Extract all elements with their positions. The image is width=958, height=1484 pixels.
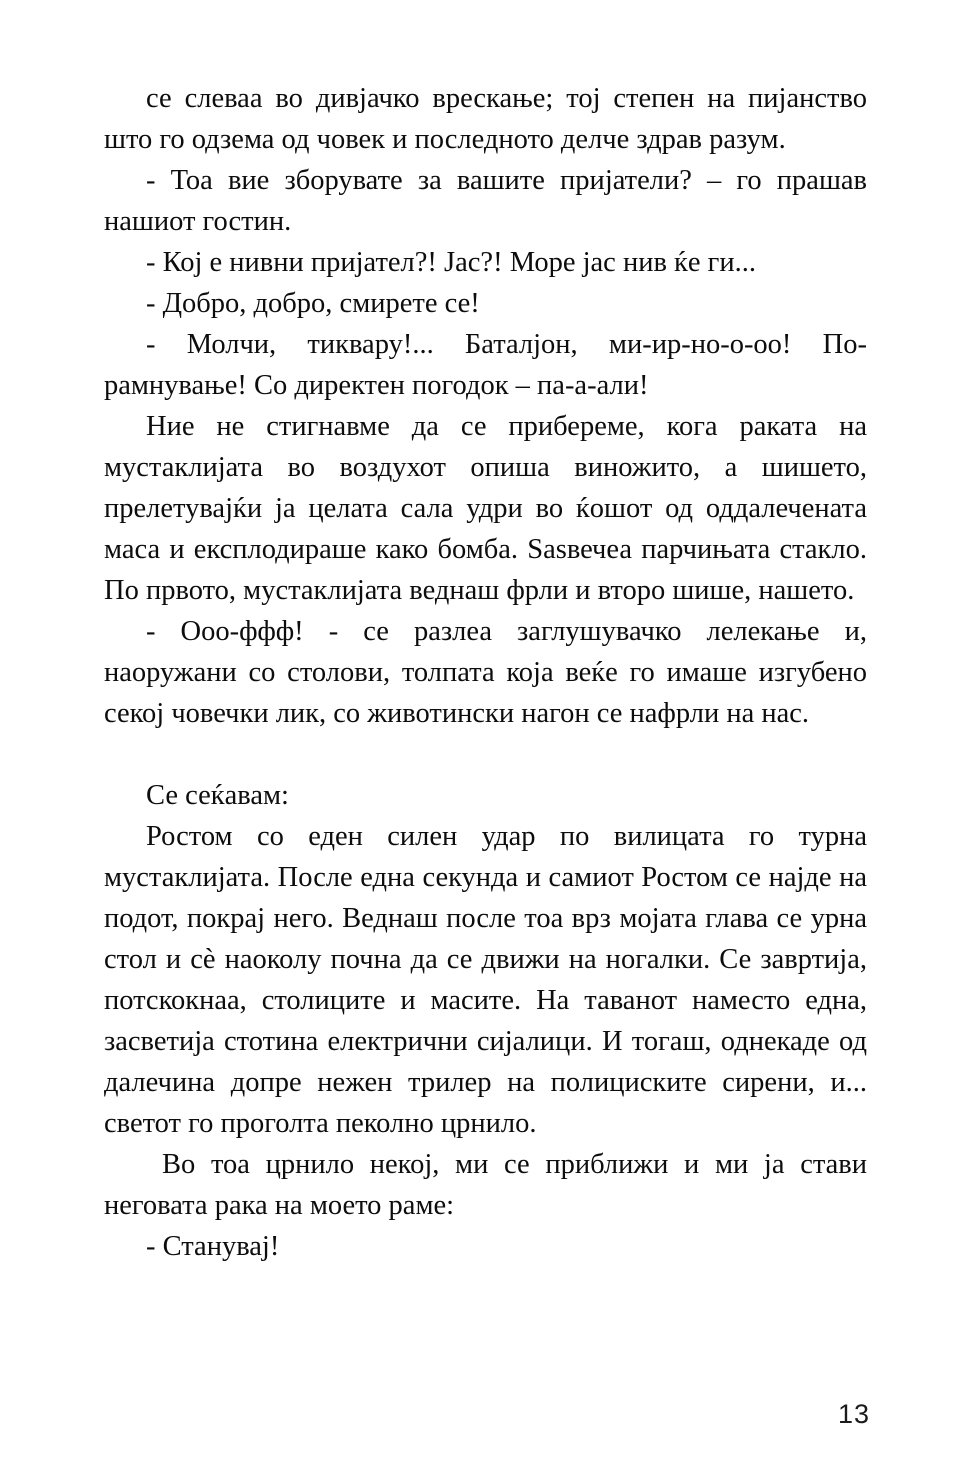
page-text-column [104, 78, 867, 1267]
paragraph-continuation: се слеваа во дивјачко врескање; тој степен на пијанство што го одзема од човек и последното делче здрав разум. [104, 83, 867, 155]
page-number: 13 [837, 1399, 870, 1429]
paragraph-dialogue-3: - Добро, добро, смирете се! [146, 288, 480, 319]
paragraph-break-spacer [104, 734, 867, 775]
paragraph-dialogue-4: - Молчи, тиквару!... Баталјон, ми-ир-но-о-оо! По-рамнување! Со директен погодок – па-а-али! [104, 329, 867, 401]
paragraph-narrative-2: Ростом со еден силен удар по вилицата го турна мустаклијата. После една секунда и самиот Ростом се најде на подот, покрај него. Веднаш после тоа врз мојата глава се урна стол и сѐ наоколу почна да се движи на ногалки. Се завртија, потскокнаа, столиците и масите. На таванот наместо една, засветија стотина електрични сијалици. И тогаш, однекаде од далечина допре нежен трилер на полициските сирени, и... светот го проголта пеколно црнило. [104, 821, 867, 1139]
paragraph-dialogue-2: - Кој е нивни пријател?! Јас?! Море јас нив ќе ги... [146, 247, 756, 278]
paragraph-narrative-3: Во тоа црнило некој, ми се приближи и ми ја стави неговата рака на моето раме: [104, 1149, 867, 1221]
paragraph-recall-heading: Се сеќавам: [146, 780, 289, 811]
paragraph-narrative-1: Ние не стигнавме да се прибереме, кога раката на мустаклијата во воздухот опиша виножито, а шишето, прелетувајќи ја целата сала удри во ќошот од оддалечената маса и експлодираше како бомба. Ѕаѕвечеа парчињата стакло. По првото, мустаклијата веднаш фрли и второ шише, нашето. [104, 411, 867, 606]
paragraph-dialogue-1: - Тоа вие зборувате за вашите пријатели? – го прашав нашиот гостин. [104, 165, 867, 237]
paragraph-dialogue-5: - Ооо-ффф! - се разлеа заглушувачко лелекање и, наоружани со столови, толпата која веќе го имаше изгубено секој човечки лик, со животински нагон се нафрли на нас. [104, 616, 867, 729]
paragraph-dialogue-6: - Станувај! [146, 1231, 280, 1262]
